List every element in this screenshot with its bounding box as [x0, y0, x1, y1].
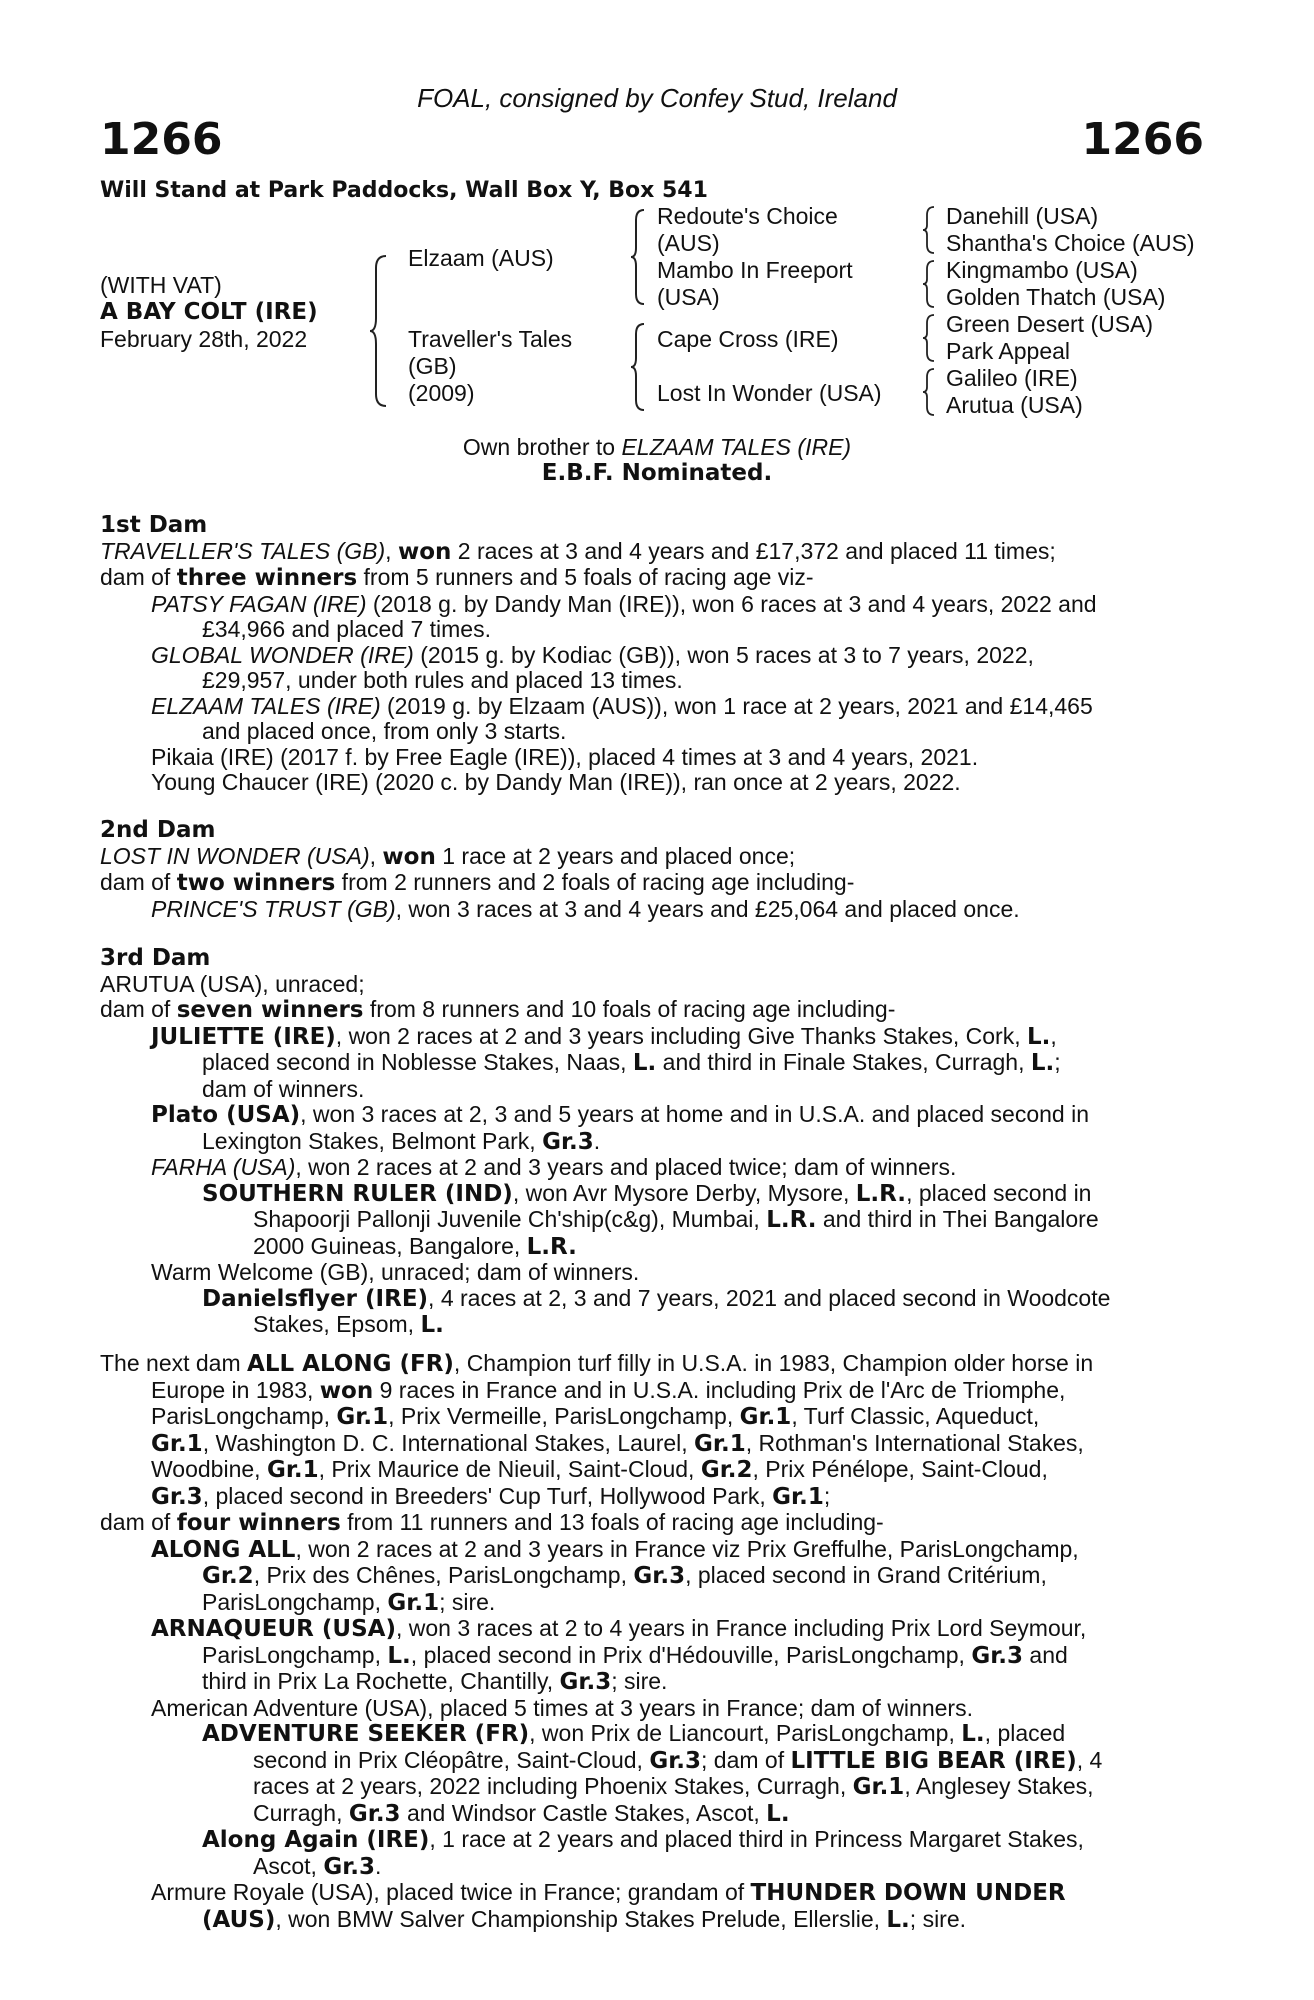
produce-entry: JULIETTE (IRE), won 2 races at 2 and 3 years including Give Thanks Stakes, Cork, L.,: [151, 1022, 1057, 1050]
third-dam-section: [100, 946, 1204, 1339]
sire-name: Elzaam (AUS): [408, 245, 554, 271]
gen3-sss: Danehill (USA): [946, 203, 1099, 229]
vat-note: (WITH VAT): [100, 272, 222, 298]
dam-name-line1: Traveller's Tales: [408, 326, 573, 352]
consignor-line: FOAL, consigned by Confey Stud, Ireland: [417, 83, 897, 113]
produce-entry: Along Again (IRE), 1 race at 2 years and placed third in Princess Margaret Stakes,: [202, 1826, 1084, 1853]
dam-record: TRAVELLER'S TALES (GB), won 2 races at 3 and 4 years and £17,372 and placed 11 times;: [100, 537, 1056, 565]
dam-record-cont: Gr.3, placed second in Breeders' Cup Turf, Hollywood Park, Gr.1;: [151, 1482, 831, 1510]
produce-entry-cont: Lexington Stakes, Belmont Park, Gr.3.: [202, 1127, 601, 1155]
gen3-ssd: Shantha's Choice (AUS): [946, 230, 1195, 256]
produce-entry-cont: second in Prix Cléopâtre, Saint-Cloud, Gr.3; dam of LITTLE BIG BEAR (IRE), 4: [253, 1746, 1103, 1774]
produce-entry: PRINCE'S TRUST (GB), won 3 races at 3 and 4 years and £25,064 and placed once.: [151, 895, 1020, 922]
produce-entry-cont: races at 2 years, 2022 including Phoenix Stakes, Curragh, Gr.1, Anglesey Stakes,: [253, 1773, 1094, 1800]
produce-entry: Pikaia (IRE) (2017 f. by Free Eagle (IRE)), placed 4 times at 3 and 4 years, 2021.: [151, 743, 979, 770]
gen3-dds: Galileo (IRE): [946, 365, 1078, 391]
produce-entry: Plato (USA), won 3 races at 2, 3 and 5 years at home and in U.S.A. and placed second in: [151, 1101, 1090, 1128]
produce-summary: dam of seven winners from 8 runners and 10 foals of racing age including-: [100, 996, 896, 1023]
pedigree-brace-dam: [630, 322, 646, 412]
pedigree-brace-main: [368, 254, 390, 408]
lot-number-left: 1266: [100, 114, 223, 165]
section-heading: 3rd Dam: [100, 945, 211, 971]
produce-entry: FARHA (USA), won 2 races at 2 and 3 years and placed twice; dam of winners.: [151, 1154, 957, 1180]
produce-entry: Armure Royale (USA), placed twice in France; grandam of THUNDER DOWN UNDER: [151, 1879, 1066, 1906]
produce-entry: ALONG ALL, won 2 races at 2 and 3 years in France viz Prix Greffulhe, ParisLongchamp,: [151, 1535, 1079, 1563]
dam-sire: Cape Cross (IRE): [657, 326, 839, 352]
produce-entry-cont: placed second in Noblesse Stakes, Naas, L. and third in Finale Stakes, Curragh, L.;: [202, 1049, 1061, 1076]
gen3-dss: Green Desert (USA): [946, 311, 1154, 337]
sire-sire-line2: (AUS): [657, 230, 720, 256]
dam-record: ARUTUA (USA), unraced;: [100, 970, 365, 997]
produce-entry: ADVENTURE SEEKER (FR), won Prix de Liancourt, ParisLongchamp, L., placed: [202, 1720, 1066, 1747]
gen3-sdd: Golden Thatch (USA): [946, 284, 1166, 310]
produce-entry-cont: ParisLongchamp, L., placed second in Prix d'Hédouville, ParisLongchamp, Gr.3 and: [202, 1641, 1068, 1669]
dam-year: (2009): [408, 380, 475, 406]
ebf-nominated: E.B.F. Nominated.: [541, 460, 773, 486]
dam-record-cont: Woodbine, Gr.1, Prix Maurice de Nieuil, Saint-Cloud, Gr.2, Prix Pénélope, Saint-Cloud,: [151, 1456, 1048, 1483]
sire-sire-line1: Redoute's Choice: [657, 203, 838, 229]
second-dam-section: [100, 818, 1204, 922]
produce-entry-cont: Curragh, Gr.3 and Windsor Castle Stakes, Ascot, L.: [253, 1799, 790, 1827]
produce-entry-cont: Shapoorji Pallonji Juvenile Ch'ship(c&g), Mumbai, L.R. and third in Thei Bangalore: [253, 1206, 1099, 1233]
produce-summary: dam of two winners from 2 runners and 2 foals of racing age including-: [100, 869, 855, 896]
horse-name: A BAY COLT (IRE): [100, 299, 318, 325]
produce-entry-cont: Ascot, Gr.3.: [253, 1852, 382, 1880]
produce-entry-cont: third in Prix La Rochette, Chantilly, Gr.3; sire.: [202, 1668, 668, 1695]
section-heading: 2nd Dam: [100, 817, 216, 843]
pedigree-brace-gen3-2: [922, 259, 936, 309]
produce-entry: GLOBAL WONDER (IRE) (2015 g. by Kodiac (GB)), won 5 races at 3 to 7 years, 2022,: [151, 641, 1034, 668]
produce-entry-cont: 2000 Guineas, Bangalore, L.R.: [253, 1232, 577, 1260]
lot-number-right: 1266: [1081, 114, 1204, 165]
dam-dam: Lost In Wonder (USA): [657, 380, 882, 406]
produce-entry: SOUTHERN RULER (IND), won Avr Mysore Derby, Mysore, L.R., placed second in: [202, 1179, 1092, 1207]
produce-entry-cont: ParisLongchamp, Gr.1; sire.: [202, 1588, 496, 1616]
dam-record: LOST IN WONDER (USA), won 1 race at 2 years and placed once;: [100, 842, 796, 870]
produce-entry: American Adventure (USA), placed 5 times at 3 years in France; dam of winners.: [151, 1694, 973, 1721]
dam-record-cont: Gr.1, Washington D. C. International Stakes, Laurel, Gr.1, Rothman's International Stakes,: [151, 1429, 1084, 1457]
produce-entry: ARNAQUEUR (USA), won 3 races at 2 to 4 years in France including Prix Lord Seymour,: [151, 1615, 1087, 1642]
produce-entry: Young Chaucer (IRE) (2020 c. by Dandy Man (IRE)), ran once at 2 years, 2022.: [151, 769, 961, 795]
produce-entry: Danielsflyer (IRE), 4 races at 2, 3 and 7 years, 2021 and placed second in Woodcote: [202, 1284, 1111, 1312]
dam-name-line2: (GB): [408, 353, 457, 379]
dam-record-cont: Europe in 1983, won 9 races in France and in U.S.A. including Prix de l'Arc de Triomphe,: [151, 1376, 1066, 1404]
stand-location: Will Stand at Park Paddocks, Wall Box Y, Box 541: [100, 178, 708, 203]
produce-entry-cont: dam of winners.: [202, 1075, 365, 1102]
gen3-ddd: Arutua (USA): [946, 392, 1083, 418]
gen3-sds: Kingmambo (USA): [946, 257, 1138, 283]
produce-summary: dam of four winners from 11 runners and 13 foals of racing age including-: [100, 1509, 884, 1536]
first-dam-section: [100, 513, 1204, 796]
produce-entry: PATSY FAGAN (IRE) (2018 g. by Dandy Man (IRE)), won 6 races at 3 and 4 years, 2022 and: [151, 590, 1097, 617]
next-dam-section: [100, 1351, 1204, 1933]
produce-entry-cont: Gr.2, Prix des Chênes, ParisLongchamp, Gr.3, placed second in Grand Critérium,: [202, 1562, 1047, 1589]
sire-dam-line2: (USA): [657, 284, 720, 310]
gen3-dsd: Park Appeal: [946, 338, 1071, 364]
dam-record: The next dam ALL ALONG (FR), Champion turf filly in U.S.A. in 1983, Champion older horse in: [100, 1350, 1094, 1377]
pedigree-brace-gen3-3: [922, 313, 936, 363]
own-brother-note: Own brother to ELZAAM TALES (IRE): [462, 434, 852, 460]
pedigree-brace-sire: [630, 208, 646, 306]
produce-entry: Warm Welcome (GB), unraced; dam of winners.: [151, 1259, 640, 1285]
produce-entry-cont: and placed once, from only 3 starts.: [202, 718, 567, 744]
produce-entry-cont: (AUS), won BMW Salver Championship Stakes Prelude, Ellerslie, L.; sire.: [202, 1905, 967, 1933]
section-heading: 1st Dam: [100, 512, 208, 538]
sire-dam-line1: Mambo In Freeport: [657, 257, 853, 283]
produce-entry: ELZAAM TALES (IRE) (2019 g. by Elzaam (AUS)), won 1 race at 2 years, 2021 and £14,465: [151, 692, 1093, 719]
pedigree-brace-gen3-4: [922, 367, 936, 417]
produce-entry-cont: £29,957, under both rules and placed 13 times.: [202, 667, 683, 693]
produce-entry-cont: Stakes, Epsom, L.: [253, 1311, 444, 1338]
pedigree-brace-gen3-1: [922, 205, 936, 255]
dam-record-cont: ParisLongchamp, Gr.1, Prix Vermeille, ParisLongchamp, Gr.1, Turf Classic, Aqueduct,: [151, 1403, 1040, 1430]
produce-entry-cont: £34,966 and placed 7 times.: [202, 616, 491, 642]
produce-summary: dam of three winners from 5 runners and 5 foals of racing age viz-: [100, 564, 814, 591]
foaling-date: February 28th, 2022: [100, 326, 308, 352]
